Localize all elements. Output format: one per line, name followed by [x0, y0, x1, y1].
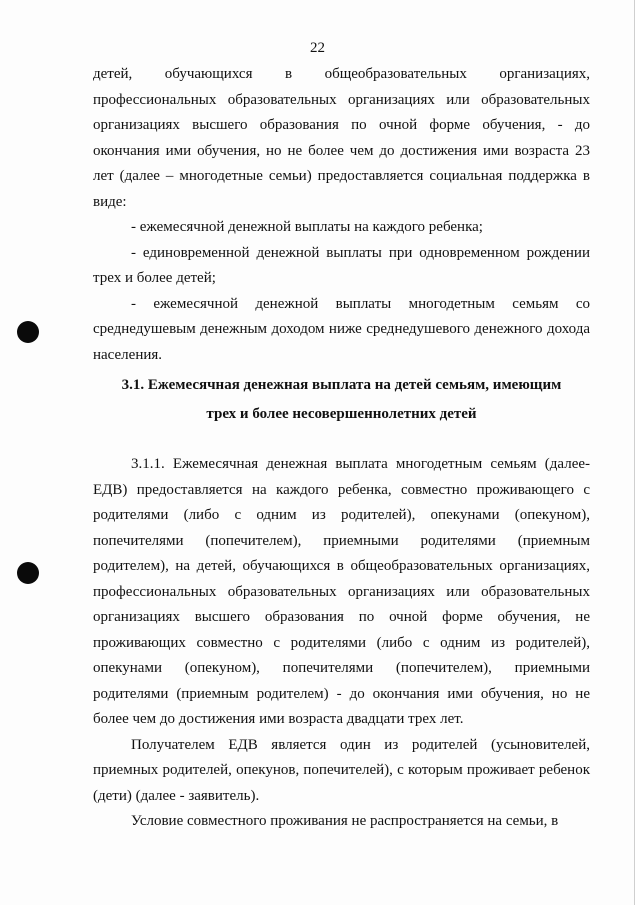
list-item-lump-sum-payment: - единовременной денежной выплаты при одновременном рождении трех и более детей;: [93, 244, 590, 286]
paragraph-continuation: детей, обучающихся в общеобразовательных организациях, профессиональных образовательных организациях или образовательных организациях высшего образования по очной форме обучения, - до окончания ими обучения, но не более чем до достижения ими возраста 23 лет (далее – многодетные семьи) предоставляется социальная поддержка в виде:: [93, 66, 590, 210]
section-heading-line1: 3.1. Ежемесячная денежная выплата на детей семьям, имеющим: [121, 377, 562, 393]
section-heading: [93, 371, 590, 429]
page-number: 22: [310, 40, 325, 56]
list-item-monthly-payment: - ежемесячной денежной выплаты на каждого ребенка;: [131, 219, 483, 235]
paragraph-3-1-1: 3.1.1. Ежемесячная денежная выплата многодетным семьям (далее-ЕДВ) предоставляется на каждого ребенка, совместно проживающего с родителями (либо с одним из родителей), опекунами (опекуном), попечителями (попечителем), приемными родителями (приемным родителем), на детей, обучающихся в общеобразовательных организациях, профессиональных образовательных организациях или образовательных организациях высшего образования по очной форме обучения, не проживающих совместно с родителями (либо с одним из родителей), опекунами (опекуном), попечителями (попечителем), приемными родителями (приемным родителем) - до окончания ими обучения, но не более чем до достижения ими возраста двадцати трех лет.: [93, 456, 590, 727]
punch-hole-mark: [17, 562, 39, 584]
paragraph-recipient: Получателем ЕДВ является один из родителей (усыновителей, приемных родителей, опекунов, попечителей), с которым проживает ребенок (дети) (далее - заявитель).: [93, 736, 590, 804]
list-item-low-income-payment: - ежемесячной денежной выплаты многодетным семьям со среднедушевым денежным доходом ниже среднедушевого денежного дохода населения.: [93, 295, 590, 363]
text-block-top: [93, 62, 590, 368]
section-heading-line2: трех и более несовершеннолетних детей: [206, 406, 477, 422]
punch-hole-mark: [17, 321, 39, 343]
text-block-bottom: [93, 452, 590, 835]
paragraph-cohabitation: Условие совместного проживания не распространяется на семьи, в: [131, 813, 559, 829]
